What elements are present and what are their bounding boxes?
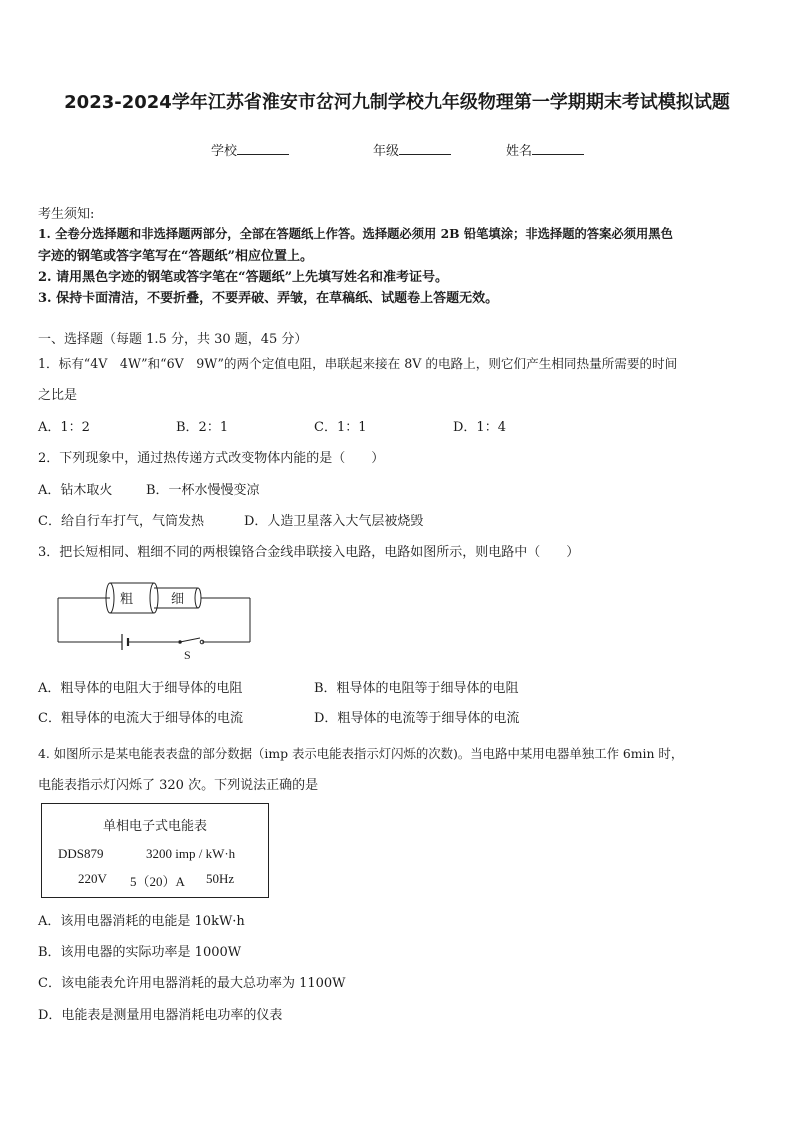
name-field bbox=[506, 140, 584, 159]
q4-option-d: D．电能表是测量用电器消耗电功率的仪表 bbox=[38, 1008, 283, 1023]
q4-option-c: C．该电能表允许用电器消耗的最大总功率为 1100W bbox=[38, 976, 346, 991]
notice-item: 2. 请用黑色字迹的钢笔或答字笔在“答题纸”上先填写姓名和准考证号。 bbox=[38, 270, 449, 285]
meter-title: 单相电子式电能表 bbox=[102, 819, 207, 834]
q2-option-a: A．钻木取火 bbox=[38, 483, 113, 498]
meter-panel bbox=[41, 803, 269, 898]
meter-frequency: 50Hz bbox=[206, 871, 235, 886]
notice-item: 1. 全卷分选择题和非选择题两部分，全部在答题纸上作答。选择题必须用 2B 铅笔填涂；非选择题的答案必须用黑色 bbox=[38, 226, 673, 241]
school-field bbox=[211, 140, 289, 159]
question-3-stem: 3．把长短相同、粗细不同的两根镍铬合金线串联接入电路，电路如图所示，则电路中（ ） bbox=[38, 545, 580, 560]
q1-option-b: B．2：1 bbox=[176, 420, 229, 435]
meter-model: DDS879 bbox=[58, 846, 104, 861]
q2-option-c: C．给自行车打气，气筒发热 bbox=[38, 514, 204, 529]
school-blank bbox=[237, 140, 289, 155]
q4-option-b: B．该用电器的实际功率是 1000W bbox=[38, 945, 242, 960]
thick-label: 粗 bbox=[120, 592, 134, 607]
q2-option-b: B．一杯水慢慢变凉 bbox=[146, 483, 260, 498]
q4-option-a: A．该用电器消耗的电能是 10kW·h bbox=[38, 914, 245, 929]
thin-label: 细 bbox=[171, 592, 185, 607]
switch-label: S bbox=[184, 648, 191, 662]
meter-constant: 3200 imp / kW·h bbox=[146, 846, 236, 861]
q1-option-d: D．1：4 bbox=[453, 420, 506, 435]
circuit-diagram bbox=[50, 578, 265, 663]
school-label: 学校 bbox=[211, 144, 238, 159]
name-label: 姓名 bbox=[506, 144, 533, 159]
notice-heading: 考生须知: bbox=[38, 207, 95, 222]
grade-blank bbox=[399, 140, 451, 155]
question-4-stem: 4. 如图所示是某电能表表盘的部分数据（imp 表示电能表指示灯闪烁的次数)。当电路中某用电器单独工作 6min 时， bbox=[38, 746, 684, 761]
meter-voltage: 220V bbox=[78, 871, 107, 886]
grade-label: 年级 bbox=[373, 144, 400, 159]
q3-option-b: B．粗导体的电阻等于细导体的电阻 bbox=[314, 681, 519, 696]
section-heading: 一、选择题（每题 1.5 分，共 30 题，45 分） bbox=[38, 332, 308, 347]
q3-option-c: C．粗导体的电流大于细导体的电流 bbox=[38, 711, 243, 726]
question-2-stem: 2．下列现象中，通过热传递方式改变物体内能的是（ ） bbox=[38, 451, 385, 466]
thin-wire-face bbox=[195, 588, 201, 608]
meter-current: 5（20）A bbox=[130, 874, 185, 889]
question-1-stem: 1．标有“4V 4W”和“6V 9W”的两个定值电阻，串联起来接在 8V 的电路上，则它们产生相同热量所需要的时间 bbox=[38, 356, 678, 371]
notice-item: 字迹的钢笔或答字笔写在“答题纸”相应位置上。 bbox=[38, 249, 313, 264]
q3-option-a: A．粗导体的电阻大于细导体的电阻 bbox=[38, 681, 243, 696]
switch-blade bbox=[180, 638, 200, 642]
q2-option-d: D．人造卫星落入大气层被烧毁 bbox=[244, 514, 424, 529]
q3-option-d: D．粗导体的电流等于细导体的电流 bbox=[314, 711, 520, 726]
question-4-stem-cont: 电能表指示灯闪烁了 320 次。下列说法正确的是 bbox=[38, 778, 319, 793]
grade-field bbox=[373, 140, 451, 159]
notice-item: 3. 保持卡面清洁，不要折叠，不要弄破、弄皱，在草稿纸、试题卷上答题无效。 bbox=[38, 291, 499, 306]
question-1-stem-cont: 之比是 bbox=[38, 388, 78, 403]
q1-option-a: A．1：2 bbox=[38, 420, 90, 435]
page-title: 2023-2024学年江苏省淮安市岔河九制学校九年级物理第一学期期末考试模拟试题 bbox=[64, 92, 730, 113]
name-blank bbox=[532, 140, 584, 155]
q1-option-c: C．1：1 bbox=[314, 420, 367, 435]
